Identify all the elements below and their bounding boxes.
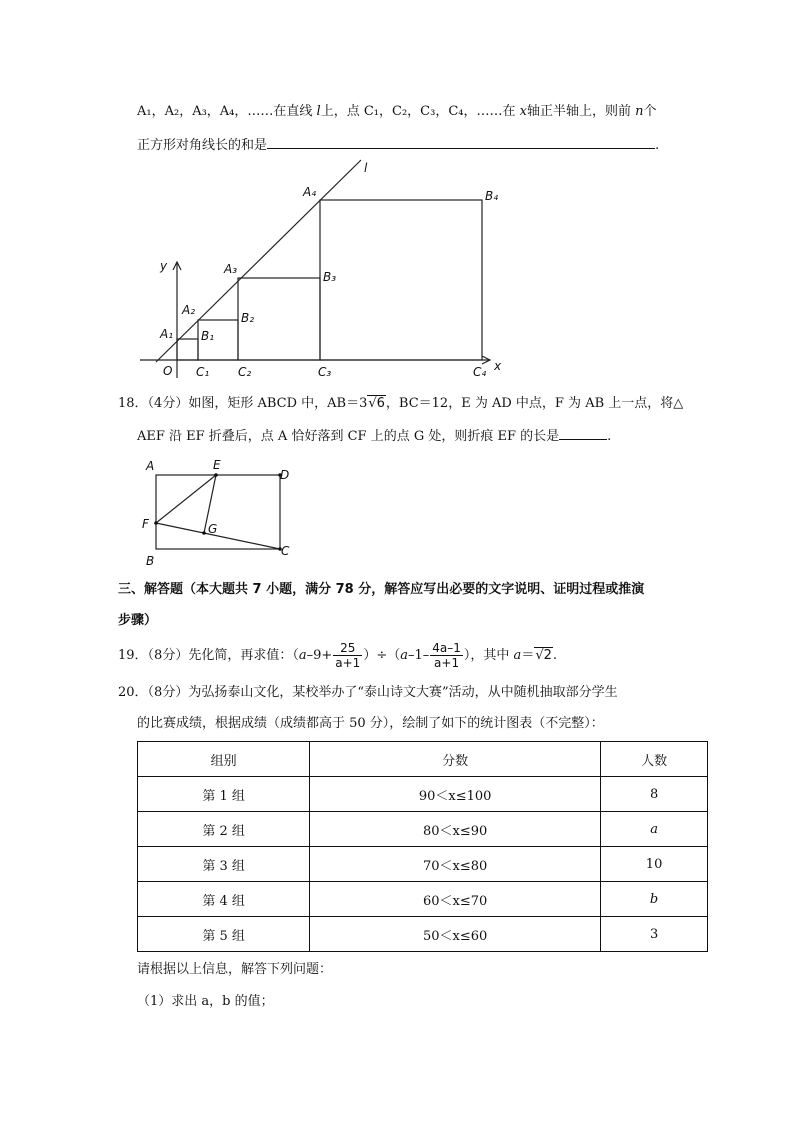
q17-tail2: 个 [643, 104, 657, 119]
label-l: l [364, 161, 368, 175]
q17-points-a: A₁，A₂，A₃，A₄，……在直线 [137, 104, 313, 119]
q19-var-a-2: a [400, 648, 408, 663]
q19-eq: ＝ [521, 648, 535, 663]
q20-sub-question-1: （1）求出 a，b 的值； [137, 994, 274, 1009]
q19-sqrt: √2 [535, 648, 552, 663]
q17-points-c: 上，点 C₁，C₂，C₃，C₄，……在 [320, 104, 516, 119]
table-row [138, 847, 708, 882]
label-B: B [146, 554, 155, 568]
section-3-title: 三、解答题（本大题共 7 小题，满分 78 分，解答应写出必要的文字说明、证明过程或推演 [118, 582, 645, 597]
q18-line-2 [137, 425, 611, 447]
label-A2: A₂ [182, 303, 196, 317]
cell-count: b [601, 882, 708, 917]
q19-minus9plus: –9+ [306, 648, 333, 663]
q20-line-2: 的比赛成绩，根据成绩（成绩都高于 50 分），绘制了如下的统计图表（不完整）： [137, 716, 604, 731]
label-A1: A₁ [160, 327, 174, 341]
label-C1: C₁ [196, 365, 210, 379]
cell-group: 第 4 组 [138, 882, 310, 917]
cell-group: 第 3 组 [138, 847, 310, 882]
segment-FC [156, 523, 280, 549]
label-C: C [281, 544, 290, 558]
table-row [138, 777, 708, 812]
cell-count: 8 [601, 777, 708, 812]
cell-score: 50＜x≤60 [310, 917, 601, 952]
label-C3: C₃ [318, 365, 332, 379]
q19-var-a-1: a [298, 648, 307, 663]
label-C4: C₄ [473, 365, 487, 379]
q20-line-1: 20．（8分）为弘扬泰山文化，某校举办了“泰山诗文大赛”活动，从中随机抽取部分学生 [118, 685, 618, 700]
table-row [138, 882, 708, 917]
q17-tail: 轴正半轴上，则前 [526, 104, 631, 119]
label-B4: B₄ [485, 189, 499, 203]
q17-period: . [655, 138, 660, 153]
label-y: y [160, 259, 168, 273]
q18-sqrt-arg: 6 [376, 396, 385, 411]
label-B2: B₂ [241, 311, 255, 325]
label-A3: A₃ [224, 262, 238, 276]
q19-suffix: ），其中 [463, 648, 510, 663]
q18-text-b: ，BC＝12，E 为 AD 中点，F 为 AB 上一点，将△ [385, 396, 684, 411]
cell-group: 第 2 组 [138, 812, 310, 847]
square-4 [320, 200, 482, 360]
q19-mid: ）÷（ [363, 648, 401, 663]
header-group: 组别 [138, 742, 310, 777]
q18-line2-text: AEF 沿 EF 折叠后，点 A 恰好落到 CF 上的点 G 处，则折痕 EF 的长是 [137, 429, 560, 444]
q19-frac1-numerator: 25 [333, 641, 362, 656]
q17-axis-x: x [519, 104, 527, 119]
q19-period: . [552, 648, 558, 663]
cell-count: 3 [601, 917, 708, 952]
table-row [138, 917, 708, 952]
q17-n: n [635, 104, 644, 119]
label-B1: B₁ [201, 329, 215, 343]
table-header-row [138, 742, 708, 777]
q19-sqrt-arg: 2 [543, 648, 552, 663]
q18-text-a: 18．（4分）如图，矩形 ABCD 中，AB＝3 [118, 396, 368, 411]
cell-count: a [601, 812, 708, 847]
q19-line [118, 641, 557, 671]
q19-fraction-2 [430, 641, 463, 670]
cell-group: 第 5 组 [138, 917, 310, 952]
q19-fraction-1 [333, 641, 362, 670]
q17-figure [130, 150, 520, 385]
q19-frac2-denominator: a+1 [434, 656, 460, 670]
q19-frac1-denominator: a+1 [335, 656, 361, 670]
q17-line-1 [137, 102, 657, 122]
point-G [202, 531, 206, 535]
q19-minus1minus: –1– [407, 648, 430, 663]
header-count: 人数 [601, 742, 708, 777]
section-3-title-2: 步骤） [118, 613, 158, 628]
q17-answer-blank [267, 134, 655, 149]
q18-answer-blank [559, 425, 607, 440]
label-E: E [213, 458, 221, 472]
q18-sqrt: √6 [368, 396, 385, 411]
q18-figure [140, 455, 300, 570]
label-F: F [142, 517, 149, 531]
label-A: A [146, 459, 155, 473]
q19-var-a-3: a [513, 648, 522, 663]
cell-score: 60＜x≤70 [310, 882, 601, 917]
cell-count: 10 [601, 847, 708, 882]
q20-instruction: 请根据以上信息，解答下列问题： [137, 962, 333, 977]
label-A4: A₄ [303, 185, 317, 199]
cell-score: 80＜x≤90 [310, 812, 601, 847]
header-score: 分数 [310, 742, 601, 777]
point-E [214, 473, 218, 477]
label-B3: B₃ [323, 270, 337, 284]
q19-frac2-numerator: 4a–1 [432, 641, 461, 655]
cell-score: 70＜x≤80 [310, 847, 601, 882]
label-G: G [208, 522, 218, 536]
label-D: D [280, 468, 290, 482]
q18-line-1 [118, 394, 683, 414]
label-x: x [494, 359, 502, 373]
label-O: O [163, 364, 173, 378]
table-row [138, 812, 708, 847]
label-C2: C₂ [238, 365, 252, 379]
square-1 [177, 339, 198, 360]
cell-score: 90＜x≤100 [310, 777, 601, 812]
cell-group: 第 1 组 [138, 777, 310, 812]
rectangle-ABCD [156, 475, 280, 549]
q17-line2-text: 正方形对角线长的和是 [137, 138, 268, 153]
point-F [154, 521, 158, 525]
q19-prefix: 19．（8分）先化简，再求值：（ [118, 648, 299, 663]
q17-line-l: l [316, 104, 321, 119]
score-table [137, 741, 708, 952]
line-l [156, 160, 361, 362]
q18-period: . [607, 429, 612, 444]
